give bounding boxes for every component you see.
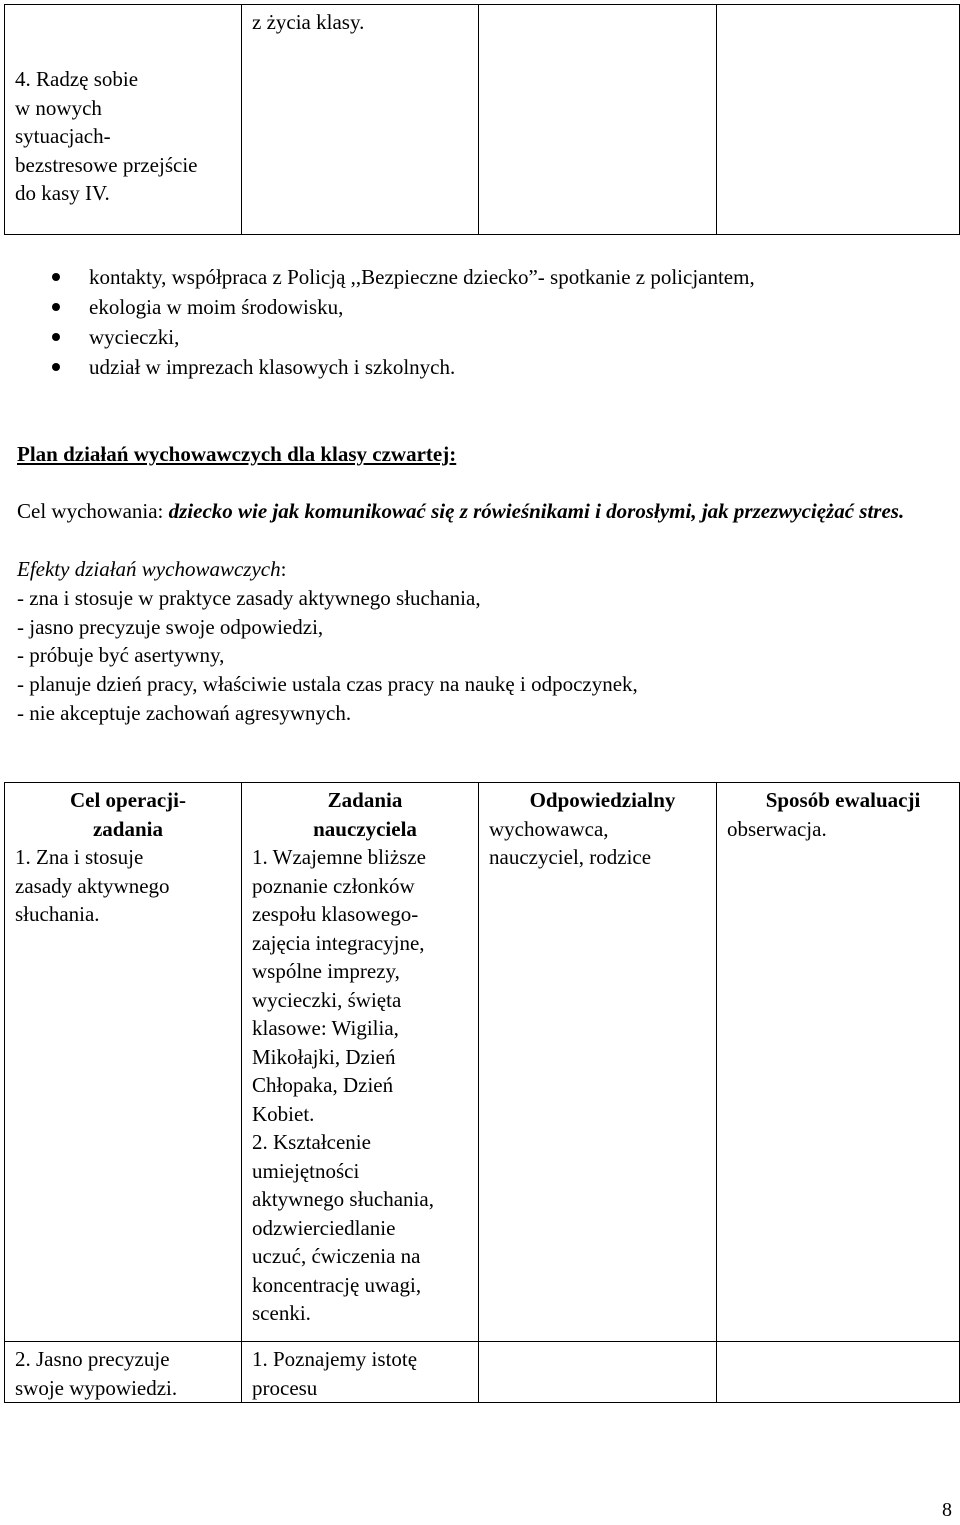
- cell-text-line: 1. Poznajemy istotę: [252, 1347, 418, 1371]
- cell-text-line: koncentrację uwagi,: [252, 1272, 422, 1297]
- cell-text-line: w nowych: [15, 95, 102, 120]
- list-item: [0, 262, 755, 292]
- table-cell: [242, 5, 479, 235]
- bullet-icon: [52, 333, 60, 341]
- goal-label: Cel wychowania:: [17, 499, 169, 523]
- cell-text-line: scenki.: [252, 1301, 311, 1325]
- cell-text-line: aktywnego słuchania,: [252, 1187, 434, 1211]
- table-cell: [479, 783, 717, 1342]
- effect-item: - nie akceptuje zachowań agresywnych.: [17, 700, 352, 725]
- row1-evaluation: [727, 815, 959, 844]
- list-item: [0, 322, 755, 352]
- cell-text-line: zespołu klasowego-: [252, 902, 419, 926]
- cell-text-line: 2. Jasno precyzuje: [15, 1347, 170, 1371]
- cell-text-line: poznanie członków: [252, 873, 415, 898]
- table-row: [5, 1342, 960, 1403]
- cell-text-line: obserwacja.: [727, 816, 827, 841]
- cell-text-line: Odpowiedzialny: [529, 788, 676, 812]
- table-row: [5, 5, 960, 235]
- cell-text-line: zadania: [92, 816, 163, 841]
- cell-text-line: wycieczki, święta: [252, 987, 402, 1012]
- row2-goal: [15, 1345, 241, 1402]
- table-cell: [5, 783, 242, 1342]
- table-cell: [242, 1342, 479, 1403]
- table-cell: [242, 783, 479, 1342]
- list-item-text: kontakty, współpraca z Policją ,,Bezpieczne dziecko”- spotkanie z policjantem,: [89, 265, 755, 289]
- header-tasks: [252, 786, 478, 843]
- table-cell: [479, 1342, 717, 1403]
- header-goal: [15, 786, 241, 843]
- cell-text-line: nauczyciela: [313, 816, 417, 841]
- cell-text-line: do kasy IV.: [15, 181, 110, 205]
- cell-text-line: Zadania: [327, 788, 403, 812]
- row1-tasks: [252, 843, 478, 1328]
- cell-text-line: Sposób ewaluacji: [765, 788, 921, 812]
- cell-text-line: umiejętności: [252, 1158, 360, 1183]
- effects-title-line: [17, 555, 638, 584]
- table-cell: [717, 1342, 960, 1403]
- cell-text-line: Kobiet.: [252, 1101, 315, 1126]
- cell-text-line: sytuacjach-: [15, 124, 111, 148]
- effect-item: - planuje dzień pracy, właściwie ustala czas pracy na naukę i odpoczynek,: [17, 672, 638, 697]
- cell-text-line: Cel operacji-: [69, 788, 187, 812]
- cell-text-line: 1. Zna i stosuje: [15, 845, 144, 869]
- bullet-icon: [52, 303, 60, 311]
- row1-goal: [15, 843, 241, 929]
- table-row: [5, 783, 960, 1342]
- bullet-icon: [52, 273, 60, 281]
- cell-text-line: 2. Kształcenie: [252, 1130, 371, 1154]
- continuation-table: [4, 4, 960, 235]
- table-cell: [717, 5, 960, 235]
- cell-text-line: swoje wypowiedzi.: [15, 1375, 178, 1400]
- row2-tasks: [252, 1345, 478, 1402]
- cell-text-line: nauczyciel, rodzice: [489, 845, 652, 869]
- cell-text-line: Chłopaka, Dzień: [252, 1073, 394, 1097]
- goal-paragraph: [17, 497, 917, 526]
- cell-text-line: [15, 8, 241, 37]
- bullet-icon: [52, 363, 60, 371]
- cell-text-line: 4. Radzę sobie: [15, 67, 139, 91]
- list-item-text: wycieczki,: [89, 325, 180, 349]
- table-cell: [5, 5, 242, 235]
- cell-text-line: słuchania.: [15, 902, 100, 926]
- page-number: 8: [942, 1499, 952, 1521]
- cell-text-line: [15, 37, 241, 66]
- table-cell: [479, 5, 717, 235]
- operations-table: [4, 782, 960, 1403]
- effects-block: [17, 555, 638, 728]
- cell-text-line: procesu: [252, 1375, 318, 1400]
- effect-item: - zna i stosuje w praktyce zasady aktywnego słuchania,: [17, 585, 481, 610]
- goal-text: dziecko wie jak komunikować się z rówieśnikami i dorosłymi, jak przezwyciężać stres.: [168, 499, 905, 523]
- list-item: [0, 352, 755, 382]
- bullet-list: [0, 262, 755, 382]
- effects-title: Efekty działań wychowawczych: [17, 557, 281, 581]
- list-item-text: ekologia w moim środowisku,: [89, 295, 344, 319]
- cell-text-line: uczuć, ćwiczenia na: [252, 1244, 421, 1268]
- cell-text-line: wspólne imprezy,: [252, 959, 400, 983]
- cell-text-line: klasowe: Wigilia,: [252, 1016, 399, 1040]
- effects-colon: :: [280, 557, 287, 581]
- cell-text-line: bezstresowe przejście: [15, 152, 198, 177]
- cell-text-line: odzwierciedlanie: [252, 1215, 396, 1240]
- table-cell: [717, 783, 960, 1342]
- effect-item: - próbuje być asertywny,: [17, 643, 225, 668]
- effect-item: - jasno precyzuje swoje odpowiedzi,: [17, 614, 324, 639]
- cell-text-line: Mikołajki, Dzień: [252, 1044, 396, 1069]
- cell-text-line: wychowawca,: [489, 816, 609, 841]
- table-cell: [5, 1342, 242, 1403]
- cell-text-line: zajęcia integracyjne,: [252, 930, 425, 955]
- cell-text-line: 1. Wzajemne bliższe: [252, 845, 426, 869]
- section-heading: Plan działań wychowawczych dla klasy czwartej:: [17, 442, 457, 466]
- list-item: [0, 292, 755, 322]
- row1-responsible: [489, 815, 716, 872]
- list-item-text: udział w imprezach klasowych i szkolnych.: [89, 355, 456, 379]
- header-evaluation: [727, 786, 959, 815]
- header-responsible: [489, 786, 716, 815]
- cell-text-line: zasady aktywnego: [15, 873, 170, 898]
- cell-text-line: z życia klasy.: [252, 10, 365, 34]
